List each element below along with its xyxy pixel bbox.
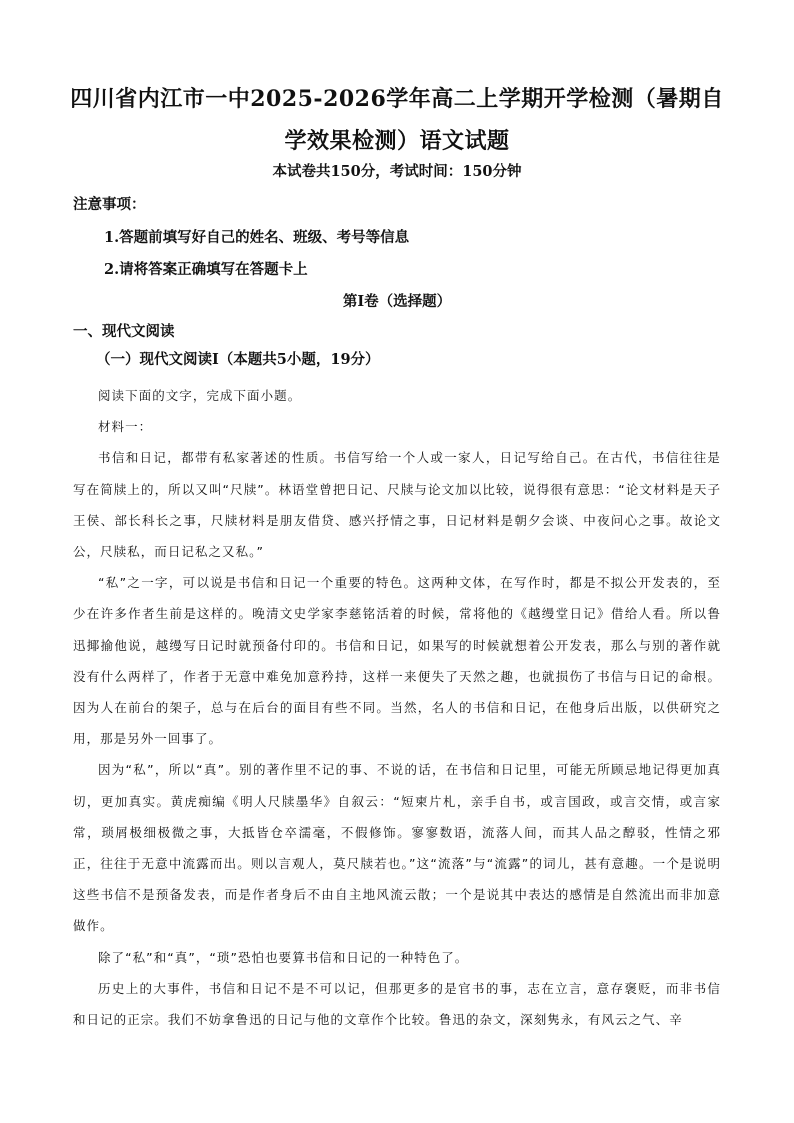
passage-paragraph: 因为“私”，所以“真”。别的著作里不记的事、不说的话，在书信和日记里，可能无所顾忌地记得更加真切，更加真实。黄虎痴编《明人尺牍墨华》自叙云：“短柬片札，亲手自书，或言国政，或言交情，或言家常，琐屑极细极微之事，大抵皆仓卒濡毫，不假修饰。寥寥数语，流落人间，而其人品之醇驳，性情之邪正，往往于无意中流露而出。则以言观人，莫尺牍若也。”这“流落”与“流露”的词儿，甚有意趣。一个是说明这些书信不是预备发表，而是作者身后不由自主地风流云散；一个是说其中表达的感情是自然流出而非加意做作。: [73, 762, 721, 934]
passage-paragraph: 书信和日记，都带有私家著述的性质。书信写给一个人或一家人，日记写给自己。在古代，书信往往是写在简牍上的，所以又叫“尺牍”。林语堂曾把日记、尺牍与论文加以比较，说得很有意思：“论文材料是天子王侯、部长科长之事，尺牍材料是朋友借贷、感兴抒情之事，日记材料是朝夕会谈、中夜问心之事。故论文公，尺牍私，而日记私之又私。”: [73, 450, 721, 560]
section-heading: 一、现代文阅读: [73, 323, 175, 340]
passage-paragraph: 历史上的大事件，书信和日记不是不可以记，但那更多的是官书的事，志在立言，意存褒贬，而非书信和日记的正宗。我们不妨拿鲁迅的日记与他的文章作个比较。鲁迅的杂文，深刻隽永，有风云之气、辛: [73, 980, 721, 1028]
notice-item: 1.答题前填写好自己的姓名、班级、考号等信息: [104, 229, 410, 246]
subsection-heading: （一）现代文阅读Ⅰ（本题共5小题，19分）: [96, 351, 380, 368]
volume-heading: 第I卷（选择题）: [342, 293, 452, 310]
notice-item: 2.请将答案正确填写在答题卡上: [104, 261, 308, 278]
exam-info: 本试卷共150分，考试时间：150分钟: [272, 163, 522, 180]
reading-passage: [73, 380, 721, 1035]
notice-heading: 注意事项：: [73, 196, 146, 213]
passage-paragraph: 除了“私”和“真”，“琐”恐怕也要算书信和日记的一种特色了。: [98, 949, 469, 965]
instruction-paragraph: 阅读下面的文字，完成下面小题。: [98, 388, 302, 403]
material-label: 材料一：: [98, 419, 153, 435]
document-title: 四川省内江市一中2025-2026学年高二上学期开学检测（暑期自学效果检测）语文试题: [70, 86, 724, 154]
passage-paragraph: “私”之一字，可以说是书信和日记一个重要的特色。这两种文体，在写作时，都是不拟公开发表的，至少在许多作者生前是这样的。晚清文史学家李慈铭活着的时候，常将他的《越缦堂日记》借给人看。所以鲁迅揶揄他说，越缦写日记时就预备付印的。书信和日记，如果写的时候就想着公开发表，那么与别的著作就没有什么两样了，作者于无意中难免加意矜持，这样一来便失了天然之趣，也就损伤了书信与日记的命根。因为人在前台的架子，总与在后台的面目有些不同。当然，名人的书信和日记，在他身后出版，以供研究之用，那是另外一回事了。: [73, 575, 721, 747]
